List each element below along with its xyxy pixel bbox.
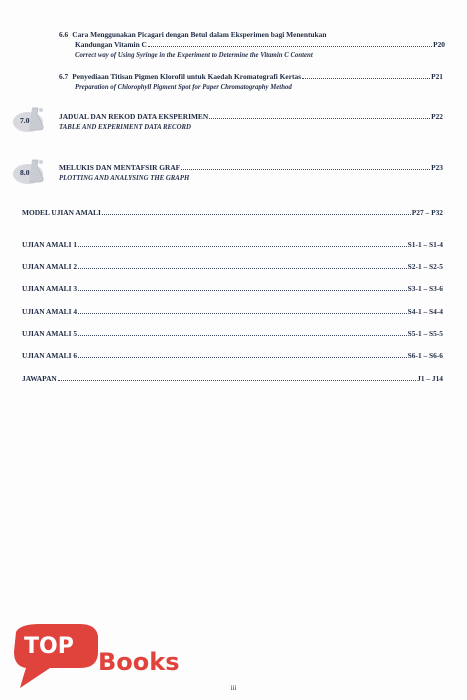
toc-section-title: MELUKIS DAN MENTAFSIR GRAF	[59, 163, 181, 172]
toc-section-subtitle: PLOTTING AND ANALYSING THE GRAPH	[59, 175, 190, 182]
topbooks-logo	[10, 622, 210, 692]
toc-item-subtitle: Correct way of Using Syringe in the Experiment to Determine the Vitamin C Content	[75, 52, 313, 59]
toc-item-title: Cara Menggunakan Picagari dengan Betul dalam Eksperimen bagi Menentukan	[72, 30, 327, 39]
toc-entry-title: UJIAN AMALI 5	[22, 329, 78, 338]
leader-dots	[78, 246, 407, 247]
leader-dots	[302, 78, 430, 79]
toc-section-8[interactable]	[59, 163, 443, 172]
toc-item-6-6-line1[interactable]	[59, 30, 454, 39]
toc-entry-title: UJIAN AMALI 6	[22, 351, 78, 360]
toc-item-6-7[interactable]	[59, 72, 443, 81]
toc-item-subtitle: Preparation of Chlorophyll Pigment Spot for Paper Chromatography Method	[75, 84, 292, 91]
toc-jawapan[interactable]	[22, 374, 443, 383]
toc-ujian-amali-5[interactable]	[22, 329, 443, 338]
toc-entry-title: JAWAPAN	[22, 374, 57, 383]
toc-ujian-amali-6[interactable]	[22, 351, 443, 360]
leader-dots	[78, 313, 407, 314]
toc-ujian-amali-2[interactable]	[22, 262, 443, 271]
toc-item-title-cont: Kandungan Vitamin C	[75, 40, 147, 49]
toc-page-number: S5-1 – S5-5	[407, 329, 443, 338]
leader-dots	[78, 268, 407, 269]
section-number: 7.0	[20, 116, 30, 125]
leader-dots	[78, 357, 407, 358]
toc-page-number: S2-1 – S2-5	[407, 262, 443, 271]
toc-entry-title: UJIAN AMALI 4	[22, 307, 78, 316]
toc-entry-title: UJIAN AMALI 2	[22, 262, 78, 271]
toc-model-ujian-amali[interactable]	[22, 208, 443, 217]
toc-page-number: S6-1 – S6-6	[407, 351, 443, 360]
toc-item-6-6-line2[interactable]	[75, 40, 445, 49]
toc-ujian-amali-4[interactable]	[22, 307, 443, 316]
section-number: 8.0	[20, 168, 30, 177]
toc-item-number: 6.6	[59, 30, 69, 39]
logo-books-text: Books	[98, 648, 180, 676]
toc-entry-title: UJIAN AMALI 1	[22, 240, 78, 249]
toc-section-title: JADUAL DAN REKOD DATA EKSPERIMEN	[59, 112, 209, 121]
toc-item-title: Penyediaan Titisan Pigmen Klorofil untuk Kaedah Kromatografi Kertas	[72, 72, 302, 81]
leader-dots	[102, 214, 411, 215]
toc-section-7[interactable]	[59, 112, 443, 121]
leader-dots	[209, 118, 430, 119]
leader-dots	[148, 46, 432, 47]
toc-page-number: J1 – J14	[417, 374, 443, 383]
leader-dots	[78, 290, 407, 291]
page-folio: iii	[230, 684, 237, 692]
toc-entry-title: UJIAN AMALI 3	[22, 284, 78, 293]
toc-page-number: S1-1 – S1-4	[407, 240, 443, 249]
toc-page-number: P27 – P32	[411, 208, 443, 217]
toc-ujian-amali-3[interactable]	[22, 284, 443, 293]
leader-dots	[181, 169, 430, 170]
toc-page-number: S3-1 – S3-6	[407, 284, 443, 293]
toc-entry-title: MODEL UJIAN AMALI	[22, 208, 101, 217]
toc-section-subtitle: TABLE AND EXPERIMENT DATA RECORD	[59, 124, 191, 131]
toc-page-number: S4-1 – S4-4	[407, 307, 443, 316]
toc-item-number: 6.7	[59, 72, 69, 81]
toc-ujian-amali-1[interactable]	[22, 240, 443, 249]
toc-page-number: P23	[431, 163, 443, 172]
toc-page-number: P22	[431, 112, 443, 121]
toc-page-number: P21	[431, 72, 443, 81]
toc-page-number: P20	[433, 40, 445, 49]
leader-dots	[78, 335, 407, 336]
leader-dots	[58, 380, 416, 381]
logo-top-text: TOP	[24, 634, 74, 659]
